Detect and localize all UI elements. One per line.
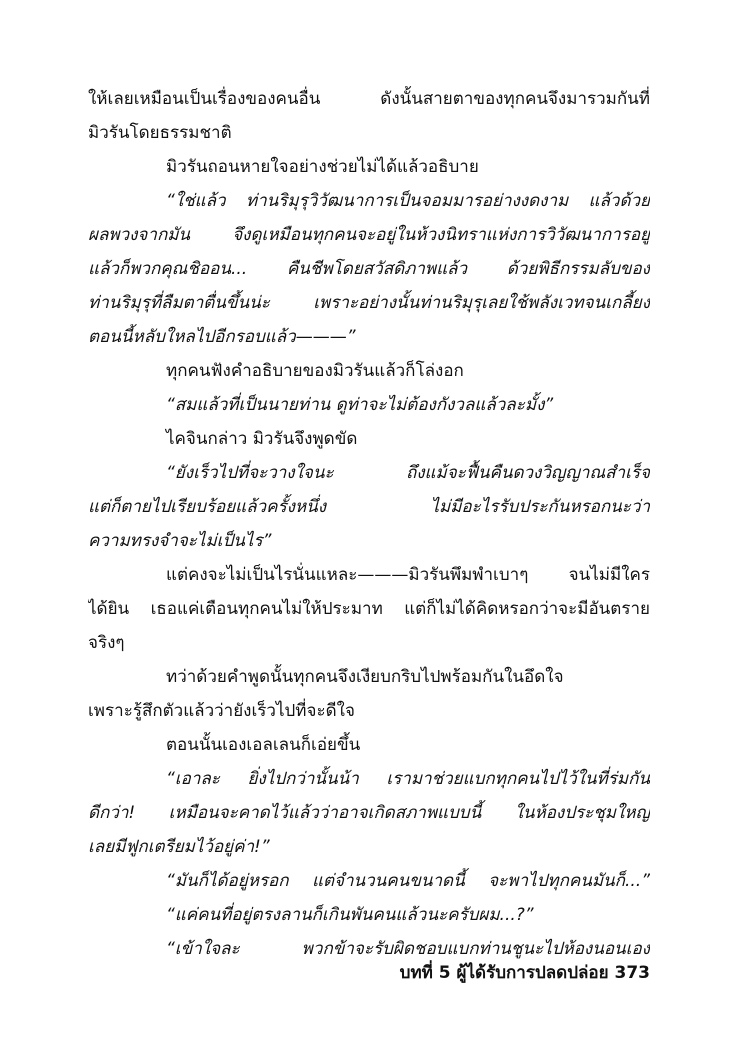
text-line: แต่ก็ตายไปเรียบร้อยแล้วครั้งหนึ่ง ไม่มีอะไรรับประกันหรอกนะว่า (88, 497, 650, 517)
text-line: ความทรงจำจะไม่เป็นไร” (88, 531, 272, 551)
text-line: แล้วก็พวกคุณชิออน... คืนชีพโดยสวัสดิภาพแล้ว ด้วยพิธีกรรมลับของ (88, 259, 650, 279)
text-line: “เอาละ ยิ่งไปกว่านั้นน้า เรามาช่วยแบกทุกคนไปไว้ในที่ร่มกัน (166, 769, 650, 789)
text-line: “สมแล้วที่เป็นนายท่าน ดูท่าจะไม่ต้องกังวลแล้วละมั้ง” (166, 395, 554, 415)
text-line: “ยังเร็วไปที่จะวางใจนะ ถึงแม้จะฟื้นคืนดวงวิญญาณสำเร็จ (166, 463, 650, 483)
text-line: ไคจินกล่าว มิวรันจึงพูดขัด (166, 429, 358, 449)
text-line: เพราะรู้สึกตัวแล้วว่ายังเร็วไปที่จะดีใจ (88, 701, 355, 721)
text-line: ให้เลยเหมือนเป็นเรื่องของคนอื่น ดังนั้นสายตาของทุกคนจึงมารวมกันที่ (88, 89, 650, 109)
text-line: เลยมีฟูกเตรียมไว้อยู่ค่า!” (88, 837, 270, 857)
text-line: “เข้าใจละ พวกข้าจะรับผิดชอบแบกท่านชูนะไปห้องนอนเอง (166, 939, 650, 959)
running-footer: บทที่ 5 ผู้ได้รับการปลดปล่อย 373 (399, 963, 650, 983)
text-line: ดีกว่า! เหมือนจะคาดไว้แล้วว่าอาจเกิดสภาพแบบนี้ ในห้องประชุมใหญ่ (88, 803, 650, 823)
text-line: ตอนนี้หลับใหลไปอีกรอบแล้ว———” (88, 327, 356, 347)
text-line: “แค่คนที่อยู่ตรงลานก็เกินพันคนแล้วนะครับผม...?” (166, 905, 534, 925)
text-line: “ใช่แล้ว ท่านริมุรุวิวัฒนาการเป็นจอมมารอย่างงดงาม แล้วด้วย (166, 191, 650, 211)
text-line: “มันก็ได้อยู่หรอก แต่จำนวนคนขนาดนี้ จะพาไปทุกคนมันก็...” (166, 871, 650, 891)
text-line: มิวรันโดยธรรมชาติ (88, 123, 232, 143)
text-line: ผลพวงจากมัน จึงดูเหมือนทุกคนจะอยู่ในห้วงนิทราแห่งการวิวัฒนาการอยู่ (88, 225, 650, 245)
text-line: ทุกคนฟังคำอธิบายของมิวรันแล้วก็โล่งอก (166, 361, 464, 381)
text-line: จริงๆ (88, 633, 125, 653)
text-line: ตอนนั้นเองเอลเลนก็เอ่ยขึ้น (166, 735, 361, 755)
text-line: ได้ยิน เธอแค่เตือนทุกคนไม่ให้ประมาท แต่ก็ไม่ได้คิดหรอกว่าจะมีอันตราย (88, 599, 650, 619)
page-body (88, 82, 650, 966)
text-line: ท่านริมุรุที่ลืมตาตื่นขึ้นน่ะ เพราะอย่างนั้นท่านริมุรุเลยใช้พลังเวทจนเกลี้ยง (88, 293, 650, 313)
text-line: ทว่าด้วยคำพูดนั้นทุกคนจึงเงียบกริบไปพร้อมกันในอึดใจ (166, 667, 564, 687)
text-line: มิวรันถอนหายใจอย่างช่วยไม่ได้แล้วอธิบาย (166, 157, 479, 177)
text-line: แต่คงจะไม่เป็นไรนั่นแหละ———มิวรันพึมพำเบาๆ จนไม่มีใคร (166, 565, 650, 585)
